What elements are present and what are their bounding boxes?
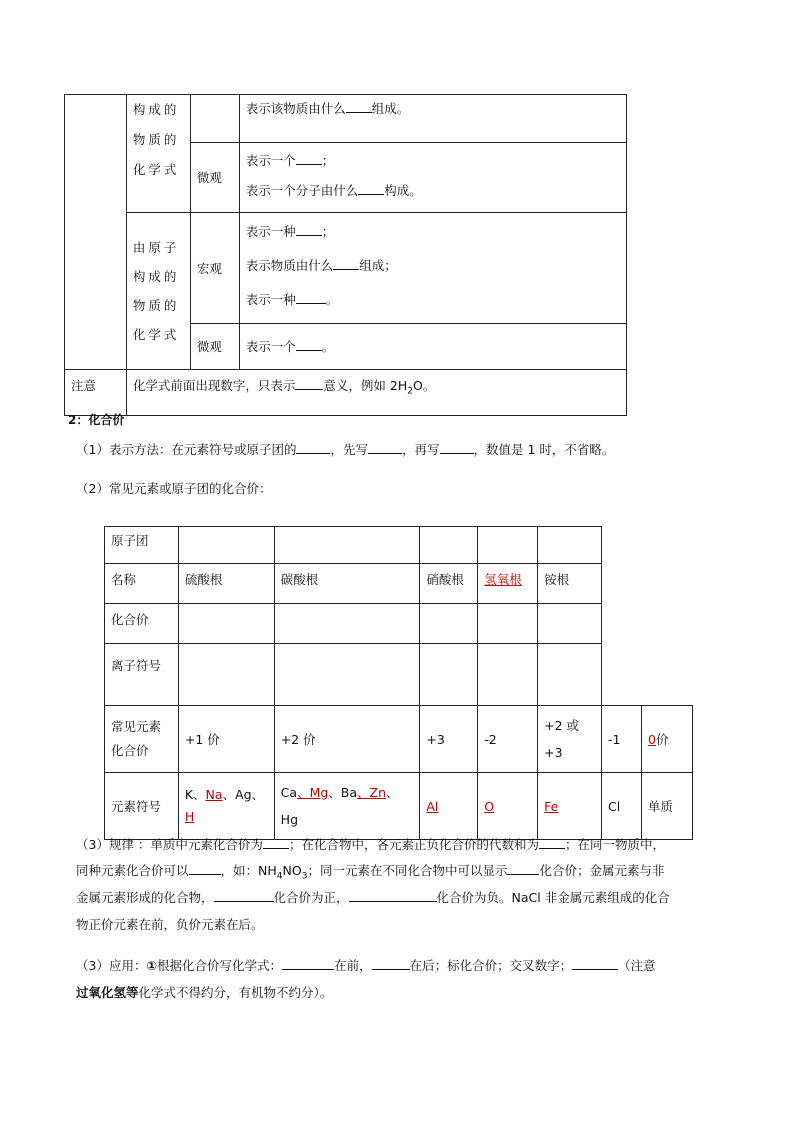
symbol-elementary-substance: 单质 — [648, 798, 674, 814]
valence-plus2-or-3: +2 或+3 — [544, 718, 580, 760]
row-label-element-symbol: 元素符号 — [111, 798, 162, 814]
macro-label-cell — [190, 213, 239, 324]
blank-line — [349, 888, 437, 902]
micro-meaning-cell: 表示一个 ； 表示一个分子由什么 构成。 — [239, 143, 626, 213]
atomic-micro-meaning-cell: 表示一个 。 — [239, 324, 626, 370]
blank-line — [333, 256, 359, 270]
molecular-formula-label-cell — [126, 95, 190, 213]
application-line-1: （3）应用：①根据化合价写化学式： 在前， 在后；标化合价；交叉数字； （注意 — [76, 958, 656, 973]
symbols-plus1: K、Na、Ag、 H — [184, 787, 265, 824]
symbol-al: Al — [426, 798, 439, 814]
symbol-fe: Fe — [544, 798, 559, 814]
blank-line — [296, 337, 322, 351]
note-label-cell — [65, 370, 127, 416]
micro-label-cell — [190, 143, 239, 213]
name-hydroxide: 氢氧根 — [484, 572, 522, 587]
name-nitrate: 硝酸根 — [426, 572, 464, 587]
note-cell: 化学式前面出现数字，只表示 意义，例如 $2H_2O$。 — [126, 370, 626, 416]
blank-line — [263, 835, 289, 849]
name-sulfate: 硫酸根 — [184, 572, 223, 587]
valence-table — [104, 526, 693, 840]
meaning-table-left-blank — [65, 95, 127, 370]
valence-zero: 0价 — [648, 731, 669, 747]
macro-label: 宏观 — [196, 260, 222, 276]
rules-line-3: 金属元素形成的化合物， 化合价为正， 化合价为负。NaCl 非金属元素组成的化合 — [76, 890, 670, 905]
row-label-name: 名称 — [111, 572, 137, 587]
row-label-radical: 原子团 — [111, 533, 149, 548]
blank-line — [572, 956, 618, 970]
row-label-element-valence: 常见元素化合价 — [111, 719, 162, 758]
paragraph-common-valences: （2）常见元素或原子团的化合价： — [76, 481, 272, 496]
macro-meaning-cell: 表示该物质由什么 组成。 — [239, 95, 626, 143]
blank-line — [539, 835, 565, 849]
application-line-2: 过氧化氢等化学式不得约分，有机物不约分）。 — [76, 985, 333, 1000]
valence-minus1: -1 — [608, 731, 621, 747]
rules-line-2: 同种元素化合价可以 ，如：$NH_4NO_3$；同一元素在不同化合物中可以显示 化合价；金属元素与非 — [76, 863, 665, 882]
symbol-cl: Cl — [608, 798, 621, 814]
symbol-o: O — [484, 798, 495, 814]
circled-number-1: ① — [146, 958, 158, 973]
row-label-valence: 化合价 — [111, 612, 149, 627]
blank-line — [358, 181, 384, 195]
blank-line — [372, 956, 410, 970]
blank-line — [295, 376, 323, 390]
blank-line — [189, 861, 221, 875]
atomic-formula-label: 由原子构成的物质的化学式 — [132, 240, 180, 342]
row-label-ion-symbol: 离子符号 — [111, 658, 162, 673]
blank-line — [296, 290, 326, 304]
blank-line — [507, 861, 539, 875]
atomic-micro-label-cell — [190, 324, 239, 370]
valence-plus3: +3 — [426, 731, 445, 747]
note-label: 注意 — [71, 378, 97, 393]
blank-line — [296, 151, 322, 165]
name-carbonate: 碳酸根 — [280, 572, 319, 587]
blank-line — [296, 222, 322, 236]
blank-line — [296, 440, 330, 454]
blank-line — [282, 956, 334, 970]
meaning-table — [64, 94, 627, 416]
rules-line-1: （3）规律 ：单质中元素化合价为 ；在化合物中，各元素正负化合价的代数和为 ；在同一物质中， — [76, 837, 665, 852]
name-ammonium: 铵根 — [544, 572, 570, 587]
micro-label: 微观 — [196, 170, 222, 185]
blank-line — [214, 888, 274, 902]
valence-minus2: -2 — [484, 731, 497, 747]
atomic-formula-label-cell — [126, 213, 190, 370]
atomic-macro-meaning-cell: 表示一种 ； 表示物质由什么 组成； 表示一种 。 — [239, 213, 626, 324]
micro-label: 微观 — [196, 339, 222, 354]
blank-line — [346, 99, 372, 113]
section-title: 2：化合价 — [68, 413, 125, 427]
blank-line — [368, 440, 402, 454]
valence-plus1: +1 价 — [184, 731, 220, 747]
symbols-plus2: Ca、Mg、Ba、Zn、Hg — [280, 785, 399, 827]
label-cell — [105, 527, 179, 564]
empty-cell — [190, 95, 239, 143]
valence-plus2: +2 价 — [280, 731, 316, 747]
paragraph-representation: （1）表示方法：在元素符号或原子团的 ，先写 ，再写 ，数值是 1 时，不省略。 — [76, 442, 615, 457]
rules-line-4: 物正价元素在前，负价元素在后。 — [76, 917, 264, 932]
molecular-formula-label: 构成的物质的化学式 — [132, 102, 180, 177]
blank-line — [440, 440, 474, 454]
